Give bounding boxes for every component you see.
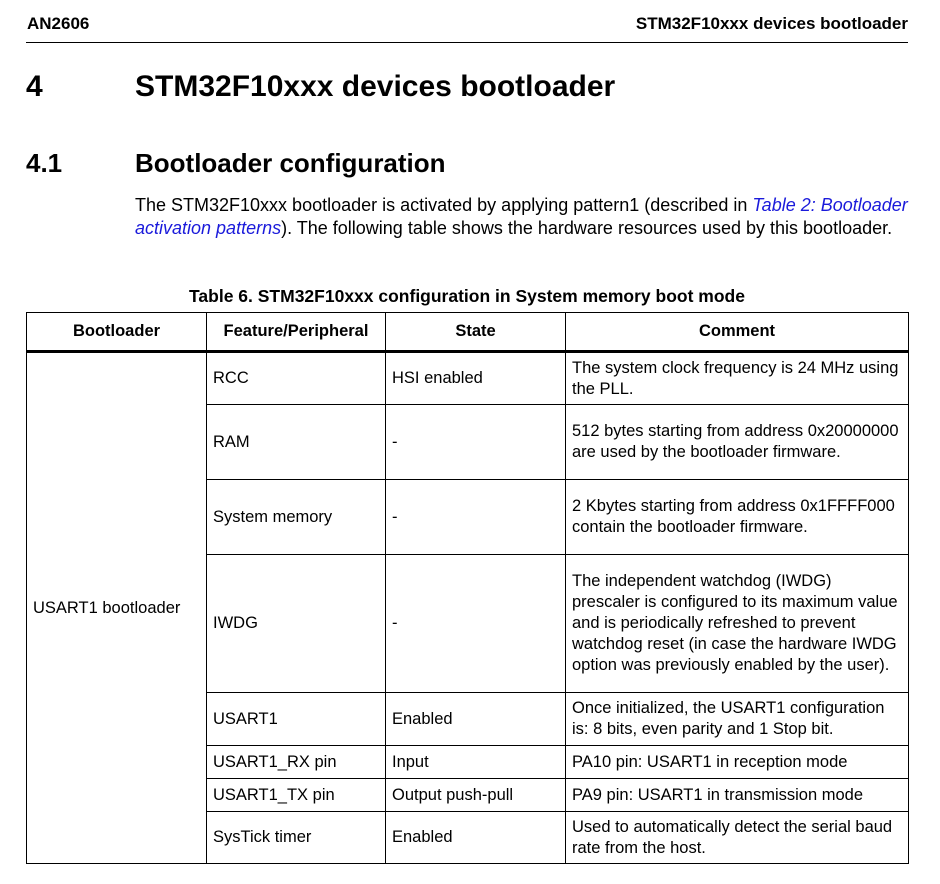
feature-cell: USART1 xyxy=(207,693,386,746)
header-comment: Comment xyxy=(566,313,909,352)
header-bootloader: Bootloader xyxy=(27,313,207,352)
header-state: State xyxy=(386,313,566,352)
comment-cell: 2 Kbytes starting from address 0x1FFFF000 contain the bootloader firmware. xyxy=(566,480,909,555)
feature-cell: RAM xyxy=(207,405,386,480)
state-cell: HSI enabled xyxy=(386,352,566,405)
paragraph-text: The STM32F10xxx bootloader is activated by applying pattern1 (described in xyxy=(135,195,753,215)
feature-cell: USART1_RX pin xyxy=(207,746,386,779)
state-cell: Output push-pull xyxy=(386,779,566,812)
state-cell: Input xyxy=(386,746,566,779)
configuration-table xyxy=(26,312,909,864)
feature-cell: IWDG xyxy=(207,555,386,693)
state-cell: - xyxy=(386,405,566,480)
intro-paragraph xyxy=(135,194,911,240)
table-header-row xyxy=(27,313,909,352)
section-title: STM32F10xxx devices bootloader xyxy=(135,70,616,103)
subsection-number: 4.1 xyxy=(26,148,63,178)
state-cell: Enabled xyxy=(386,693,566,746)
state-cell: - xyxy=(386,555,566,693)
feature-cell: System memory xyxy=(207,480,386,555)
comment-cell: Used to automatically detect the serial baud rate from the host. xyxy=(566,812,909,864)
doc-title: STM32F10xxx devices bootloader xyxy=(635,14,908,33)
comment-cell: 512 bytes starting from address 0x20000000 are used by the bootloader firmware. xyxy=(566,405,909,480)
table-caption: Table 6. STM32F10xxx configuration in System memory boot mode xyxy=(189,286,745,306)
table-2-link[interactable]: Table 2: Bootloader activation patterns xyxy=(135,195,908,238)
running-header xyxy=(26,12,908,43)
comment-cell: PA10 pin: USART1 in reception mode xyxy=(566,746,909,779)
feature-cell: SysTick timer xyxy=(207,812,386,864)
bootloader-cell: USART1 bootloader xyxy=(27,352,207,864)
doc-id: AN2606 xyxy=(27,14,90,33)
table-row xyxy=(27,352,909,405)
comment-cell: PA9 pin: USART1 in transmission mode xyxy=(566,779,909,812)
feature-cell: USART1_TX pin xyxy=(207,779,386,812)
subsection-title: Bootloader configuration xyxy=(135,148,446,178)
comment-cell: The system clock frequency is 24 MHz using the PLL. xyxy=(566,352,909,405)
feature-cell: RCC xyxy=(207,352,386,405)
comment-cell: Once initialized, the USART1 configuration is: 8 bits, even parity and 1 Stop bit. xyxy=(566,693,909,746)
state-cell: Enabled xyxy=(386,812,566,864)
comment-cell: The independent watchdog (IWDG) prescaler is configured to its maximum value and is periodically refreshed to prevent watchdog reset (in case the hardware IWDG option was previously enabled by the user). xyxy=(566,555,909,693)
section-number: 4 xyxy=(26,70,43,103)
paragraph-text-end: ). The following table shows the hardware resources used by this bootloader. xyxy=(281,218,893,238)
state-cell: - xyxy=(386,480,566,555)
header-feature: Feature/Peripheral xyxy=(207,313,386,352)
